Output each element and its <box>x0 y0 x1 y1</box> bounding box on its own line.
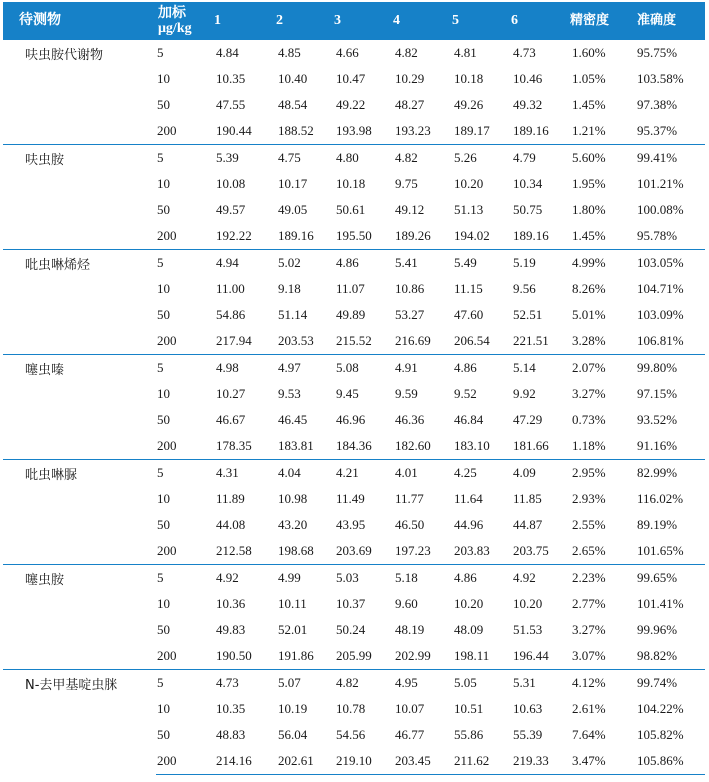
rep-3-cell: 4.21 <box>328 460 387 487</box>
accuracy-cell: 89.19% <box>637 517 678 532</box>
rep-3-cell: 54.56 <box>336 727 366 742</box>
accuracy-cell: 105.86% <box>631 748 705 775</box>
rep-5-cell: 11.15 <box>454 281 483 296</box>
rep-1-cell: 48.83 <box>216 727 246 742</box>
rep-5-cell: 10.18 <box>454 71 484 86</box>
precision-cell: 1.21% <box>572 123 606 138</box>
spike-cell: 200 <box>156 748 208 775</box>
rep-3-cell: 4.66 <box>328 40 387 67</box>
rep-4-cell: 4.01 <box>387 460 446 487</box>
rep-6-cell: 4.09 <box>505 460 564 487</box>
rep-2-cell: 4.97 <box>270 355 328 382</box>
rep-5-cell: 5.05 <box>446 670 505 697</box>
rep-6-cell: 5.31 <box>505 670 564 697</box>
precision-cell: 1.95% <box>572 176 606 191</box>
precision-cell: 3.07% <box>572 648 606 663</box>
header-rep-6: 6 <box>505 2 564 40</box>
header-rep-1: 1 <box>208 2 270 40</box>
rep-6-cell: 4.92 <box>505 565 564 592</box>
rep-4-cell: 182.60 <box>395 438 431 453</box>
accuracy-cell: 104.22% <box>637 701 684 716</box>
header-analyte: 待测物 <box>3 2 156 40</box>
rep-5-cell: 4.25 <box>446 460 505 487</box>
rep-6-cell: 55.39 <box>513 727 543 742</box>
rep-1-cell: 10.36 <box>216 596 246 611</box>
rep-1-cell: 10.35 <box>216 71 246 86</box>
header-precision: 精密度 <box>564 2 631 40</box>
spike-cell: 50 <box>157 307 170 322</box>
rep-1-cell: 47.55 <box>216 97 246 112</box>
rep-6-cell: 5.14 <box>505 355 564 382</box>
rep-5-cell: 48.09 <box>454 622 484 637</box>
rep-3-cell: 193.98 <box>336 123 372 138</box>
rep-1-cell: 4.92 <box>208 565 270 592</box>
accuracy-cell: 103.05% <box>631 250 705 277</box>
rep-4-cell: 202.99 <box>395 648 431 663</box>
spike-cell: 200 <box>157 543 177 558</box>
rep-4-cell: 10.07 <box>395 701 425 716</box>
precision-cell: 2.95% <box>564 460 631 487</box>
rep-6-cell: 4.73 <box>505 40 564 67</box>
accuracy-cell: 95.78% <box>637 228 678 243</box>
rep-6-cell: 49.32 <box>513 97 543 112</box>
rep-3-cell: 10.18 <box>336 176 366 191</box>
rep-5-cell: 4.86 <box>446 565 505 592</box>
rep-2-cell: 43.20 <box>278 517 308 532</box>
precision-cell: 3.27% <box>572 622 606 637</box>
table-header <box>3 2 705 40</box>
rep-6-cell: 203.75 <box>513 543 549 558</box>
rep-5-cell: 44.96 <box>454 517 484 532</box>
rep-1-cell: 4.84 <box>208 40 270 67</box>
accuracy-cell: 103.09% <box>637 307 684 322</box>
rep-2-cell: 189.16 <box>278 228 314 243</box>
rep-4-cell: 11.77 <box>395 491 424 506</box>
rep-1-cell: 10.35 <box>216 701 246 716</box>
rep-3-cell: 219.10 <box>328 748 387 775</box>
rep-2-cell: 183.81 <box>278 438 314 453</box>
rep-5-cell: 203.83 <box>454 543 490 558</box>
rep-2-cell: 10.17 <box>278 176 308 191</box>
spike-cell: 10 <box>157 386 170 401</box>
rep-3-cell: 11.49 <box>336 491 365 506</box>
rep-1-cell: 190.44 <box>216 123 252 138</box>
rep-6-cell: 10.34 <box>513 176 543 191</box>
rep-4-cell: 4.95 <box>387 670 446 697</box>
rep-4-cell: 4.91 <box>387 355 446 382</box>
rep-1-cell: 49.83 <box>216 622 246 637</box>
accuracy-cell: 106.81% <box>637 333 684 348</box>
precision-cell: 8.26% <box>572 281 606 296</box>
rep-1-cell: 178.35 <box>216 438 252 453</box>
rep-2-cell: 10.11 <box>278 596 307 611</box>
accuracy-cell: 95.37% <box>637 123 678 138</box>
rep-4-cell: 5.18 <box>387 565 446 592</box>
rep-5-cell: 49.26 <box>454 97 484 112</box>
rep-1-cell: 4.73 <box>208 670 270 697</box>
rep-1-cell: 4.31 <box>208 460 270 487</box>
rep-3-cell: 11.07 <box>336 281 365 296</box>
rep-3-cell: 10.37 <box>336 596 366 611</box>
precision-cell: 4.12% <box>564 670 631 697</box>
accuracy-cell: 95.75% <box>631 40 705 67</box>
spike-cell: 5 <box>156 40 208 67</box>
rep-1-cell: 190.50 <box>216 648 252 663</box>
spike-cell: 50 <box>157 622 170 637</box>
rep-2-cell: 9.18 <box>278 281 301 296</box>
rep-2-cell: 56.04 <box>278 727 308 742</box>
analyte-name: 吡虫啉脲 <box>3 460 156 565</box>
spike-cell: 5 <box>156 250 208 277</box>
rep-2-cell: 4.04 <box>270 460 328 487</box>
rep-5-cell: 198.11 <box>454 648 490 663</box>
spike-cell: 5 <box>156 145 208 172</box>
rep-4-cell: 46.77 <box>395 727 425 742</box>
table-row <box>3 670 705 697</box>
rep-4-cell: 46.50 <box>395 517 425 532</box>
rep-2-cell: 4.75 <box>270 145 328 172</box>
rep-2-cell: 46.45 <box>278 412 308 427</box>
rep-3-cell: 9.45 <box>336 386 359 401</box>
spike-cell: 50 <box>157 97 170 112</box>
analyte-name: 吡虫啉烯烃 <box>3 250 156 355</box>
rep-2-cell: 4.85 <box>270 40 328 67</box>
rep-6-cell: 5.19 <box>505 250 564 277</box>
rep-4-cell: 9.60 <box>395 596 418 611</box>
rep-1-cell: 10.08 <box>216 176 246 191</box>
rep-5-cell: 55.86 <box>454 727 484 742</box>
rep-3-cell: 10.47 <box>336 71 366 86</box>
rep-4-cell: 189.26 <box>395 228 431 243</box>
rep-1-cell: 192.22 <box>216 228 252 243</box>
rep-4-cell: 48.27 <box>395 97 425 112</box>
spike-cell: 10 <box>157 491 170 506</box>
rep-3-cell: 5.08 <box>328 355 387 382</box>
accuracy-cell: 104.71% <box>637 281 684 296</box>
header-row <box>3 2 705 40</box>
rep-4-cell: 216.69 <box>395 333 431 348</box>
rep-3-cell: 215.52 <box>336 333 372 348</box>
rep-1-cell: 11.89 <box>216 491 245 506</box>
spike-cell: 5 <box>156 670 208 697</box>
spike-cell: 10 <box>157 596 170 611</box>
rep-1-cell: 214.16 <box>208 748 270 775</box>
spike-cell: 10 <box>157 281 170 296</box>
rep-4-cell: 53.27 <box>395 307 425 322</box>
precision-cell: 3.28% <box>572 333 606 348</box>
rep-6-cell: 181.66 <box>513 438 549 453</box>
precision-cell: 5.60% <box>564 145 631 172</box>
spike-cell: 5 <box>156 355 208 382</box>
table-row <box>3 460 705 487</box>
rep-3-cell: 50.24 <box>336 622 366 637</box>
rep-6-cell: 10.46 <box>513 71 543 86</box>
header-rep-2: 2 <box>270 2 328 40</box>
rep-6-cell: 47.29 <box>513 412 543 427</box>
rep-1-cell: 217.94 <box>216 333 252 348</box>
rep-3-cell: 184.36 <box>336 438 372 453</box>
spike-cell: 5 <box>156 565 208 592</box>
rep-5-cell: 11.64 <box>454 491 483 506</box>
rep-6-cell: 9.92 <box>513 386 536 401</box>
rep-5-cell: 194.02 <box>454 228 490 243</box>
rep-6-cell: 52.51 <box>513 307 543 322</box>
rep-4-cell: 46.36 <box>395 412 425 427</box>
accuracy-cell: 101.65% <box>637 543 684 558</box>
accuracy-cell: 93.52% <box>637 412 678 427</box>
spike-cell: 50 <box>157 517 170 532</box>
rep-6-cell: 189.16 <box>513 228 549 243</box>
accuracy-cell: 99.65% <box>631 565 705 592</box>
rep-3-cell: 49.89 <box>336 307 366 322</box>
rep-3-cell: 203.69 <box>336 543 372 558</box>
spike-cell: 50 <box>157 202 170 217</box>
rep-1-cell: 10.27 <box>216 386 246 401</box>
precision-cell: 2.07% <box>564 355 631 382</box>
rep-6-cell: 50.75 <box>513 202 543 217</box>
rep-5-cell: 51.13 <box>454 202 484 217</box>
accuracy-cell: 99.74% <box>631 670 705 697</box>
analyte-name: 噻虫嗪 <box>3 355 156 460</box>
rep-2-cell: 51.14 <box>278 307 308 322</box>
spike-cell: 200 <box>157 333 177 348</box>
rep-6-cell: 4.79 <box>505 145 564 172</box>
precision-cell: 5.01% <box>572 307 606 322</box>
header-rep-5: 5 <box>446 2 505 40</box>
rep-5-cell: 47.60 <box>454 307 484 322</box>
rep-2-cell: 191.86 <box>278 648 314 663</box>
rep-5-cell: 189.17 <box>454 123 490 138</box>
precision-cell: 2.23% <box>564 565 631 592</box>
precision-cell: 1.45% <box>572 97 606 112</box>
table-row <box>3 250 705 277</box>
rep-4-cell: 4.82 <box>387 145 446 172</box>
spike-cell: 10 <box>157 71 170 86</box>
rep-2-cell: 49.05 <box>278 202 308 217</box>
precision-cell: 2.77% <box>572 596 606 611</box>
rep-5-cell: 9.52 <box>454 386 477 401</box>
analyte-name: 噻虫胺 <box>3 565 156 670</box>
rep-5-cell: 206.54 <box>454 333 490 348</box>
rep-4-cell: 203.45 <box>387 748 446 775</box>
accuracy-cell: 99.96% <box>637 622 678 637</box>
precision-cell: 1.05% <box>572 71 606 86</box>
precision-cell: 3.27% <box>572 386 606 401</box>
rep-4-cell: 197.23 <box>395 543 431 558</box>
rep-5-cell: 46.84 <box>454 412 484 427</box>
accuracy-cell: 97.38% <box>637 97 678 112</box>
rep-6-cell: 11.85 <box>513 491 542 506</box>
rep-3-cell: 205.99 <box>336 648 372 663</box>
rep-5-cell: 211.62 <box>446 748 505 775</box>
rep-2-cell: 10.40 <box>278 71 308 86</box>
precision-cell: 2.61% <box>572 701 606 716</box>
rep-1-cell: 54.86 <box>216 307 246 322</box>
accuracy-cell: 99.80% <box>631 355 705 382</box>
spike-cell: 200 <box>157 648 177 663</box>
rep-3-cell: 10.78 <box>336 701 366 716</box>
rep-4-cell: 193.23 <box>395 123 431 138</box>
rep-4-cell: 10.86 <box>395 281 425 296</box>
rep-3-cell: 4.86 <box>328 250 387 277</box>
precision-cell: 7.64% <box>572 727 606 742</box>
rep-3-cell: 50.61 <box>336 202 366 217</box>
rep-6-cell: 189.16 <box>513 123 549 138</box>
spike-cell: 10 <box>157 176 170 191</box>
rep-5-cell: 10.51 <box>454 701 484 716</box>
spike-cell: 10 <box>157 701 170 716</box>
rep-4-cell: 9.75 <box>395 176 418 191</box>
rep-3-cell: 43.95 <box>336 517 366 532</box>
precision-cell: 1.18% <box>572 438 606 453</box>
rep-1-cell: 212.58 <box>216 543 252 558</box>
rep-5-cell: 4.86 <box>446 355 505 382</box>
header-spike-label: 加标 μg/kg <box>158 5 192 36</box>
rep-1-cell: 49.57 <box>216 202 246 217</box>
accuracy-cell: 100.08% <box>637 202 684 217</box>
spike-cell: 50 <box>157 727 170 742</box>
precision-cell: 0.73% <box>572 412 606 427</box>
accuracy-cell: 105.82% <box>637 727 684 742</box>
header-accuracy: 准确度 <box>631 2 705 40</box>
accuracy-cell: 116.02% <box>637 491 684 506</box>
accuracy-cell: 99.41% <box>631 145 705 172</box>
spike-cell: 200 <box>157 228 177 243</box>
rep-4-cell: 48.19 <box>395 622 425 637</box>
rep-5-cell: 10.20 <box>454 176 484 191</box>
table-row <box>3 145 705 172</box>
table-row <box>3 565 705 592</box>
rep-4-cell: 49.12 <box>395 202 425 217</box>
rep-2-cell: 203.53 <box>278 333 314 348</box>
rep-1-cell: 5.39 <box>208 145 270 172</box>
rep-1-cell: 4.94 <box>208 250 270 277</box>
header-spike-level <box>156 2 208 40</box>
precision-cell: 2.65% <box>572 543 606 558</box>
rep-3-cell: 4.80 <box>328 145 387 172</box>
precision-cell: 3.47% <box>564 748 631 775</box>
rep-3-cell: 5.03 <box>328 565 387 592</box>
rep-2-cell: 5.07 <box>270 670 328 697</box>
spike-cell: 200 <box>157 438 177 453</box>
precision-cell: 2.93% <box>572 491 606 506</box>
rep-3-cell: 195.50 <box>336 228 372 243</box>
spike-cell: 5 <box>156 460 208 487</box>
rep-1-cell: 44.08 <box>216 517 246 532</box>
rep-2-cell: 48.54 <box>278 97 308 112</box>
rep-5-cell: 5.49 <box>446 250 505 277</box>
accuracy-cell: 97.15% <box>637 386 678 401</box>
rep-5-cell: 4.81 <box>446 40 505 67</box>
precision-cell: 1.60% <box>564 40 631 67</box>
analyte-name: N-去甲基啶虫脒 <box>3 670 156 775</box>
precision-cell: 4.99% <box>564 250 631 277</box>
rep-6-cell: 196.44 <box>513 648 549 663</box>
rep-4-cell: 5.41 <box>387 250 446 277</box>
rep-6-cell: 44.87 <box>513 517 543 532</box>
recovery-data-table <box>3 2 705 775</box>
spike-cell: 50 <box>157 412 170 427</box>
rep-4-cell: 9.59 <box>395 386 418 401</box>
rep-5-cell: 5.26 <box>446 145 505 172</box>
rep-2-cell: 52.01 <box>278 622 308 637</box>
rep-4-cell: 4.82 <box>387 40 446 67</box>
analyte-name: 呋虫胺代谢物 <box>3 40 156 145</box>
header-rep-3: 3 <box>328 2 387 40</box>
rep-6-cell: 219.33 <box>505 748 564 775</box>
precision-cell: 2.55% <box>572 517 606 532</box>
rep-1-cell: 11.00 <box>216 281 245 296</box>
rep-5-cell: 183.10 <box>454 438 490 453</box>
table-row <box>3 355 705 382</box>
rep-3-cell: 49.22 <box>336 97 366 112</box>
rep-2-cell: 10.19 <box>278 701 308 716</box>
rep-4-cell: 10.29 <box>395 71 425 86</box>
accuracy-cell: 91.16% <box>637 438 678 453</box>
accuracy-cell: 101.41% <box>637 596 684 611</box>
header-rep-4: 4 <box>387 2 446 40</box>
accuracy-cell: 98.82% <box>637 648 678 663</box>
rep-1-cell: 4.98 <box>208 355 270 382</box>
accuracy-cell: 82.99% <box>631 460 705 487</box>
rep-6-cell: 10.63 <box>513 701 543 716</box>
accuracy-cell: 101.21% <box>637 176 684 191</box>
spike-cell: 200 <box>157 123 177 138</box>
rep-6-cell: 221.51 <box>513 333 549 348</box>
rep-5-cell: 10.20 <box>454 596 484 611</box>
rep-2-cell: 5.02 <box>270 250 328 277</box>
accuracy-cell: 103.58% <box>637 71 684 86</box>
rep-6-cell: 9.56 <box>513 281 536 296</box>
precision-cell: 1.45% <box>572 228 606 243</box>
analyte-name: 呋虫胺 <box>3 145 156 250</box>
rep-2-cell: 10.98 <box>278 491 308 506</box>
precision-cell: 1.80% <box>572 202 606 217</box>
table-body <box>3 40 705 775</box>
rep-6-cell: 51.53 <box>513 622 543 637</box>
rep-6-cell: 10.20 <box>513 596 543 611</box>
rep-2-cell: 9.53 <box>278 386 301 401</box>
rep-2-cell: 4.99 <box>270 565 328 592</box>
rep-2-cell: 202.61 <box>270 748 328 775</box>
table-row <box>3 40 705 67</box>
rep-2-cell: 198.68 <box>278 543 314 558</box>
rep-1-cell: 46.67 <box>216 412 246 427</box>
rep-3-cell: 46.96 <box>336 412 366 427</box>
rep-3-cell: 4.82 <box>328 670 387 697</box>
rep-2-cell: 188.52 <box>278 123 314 138</box>
